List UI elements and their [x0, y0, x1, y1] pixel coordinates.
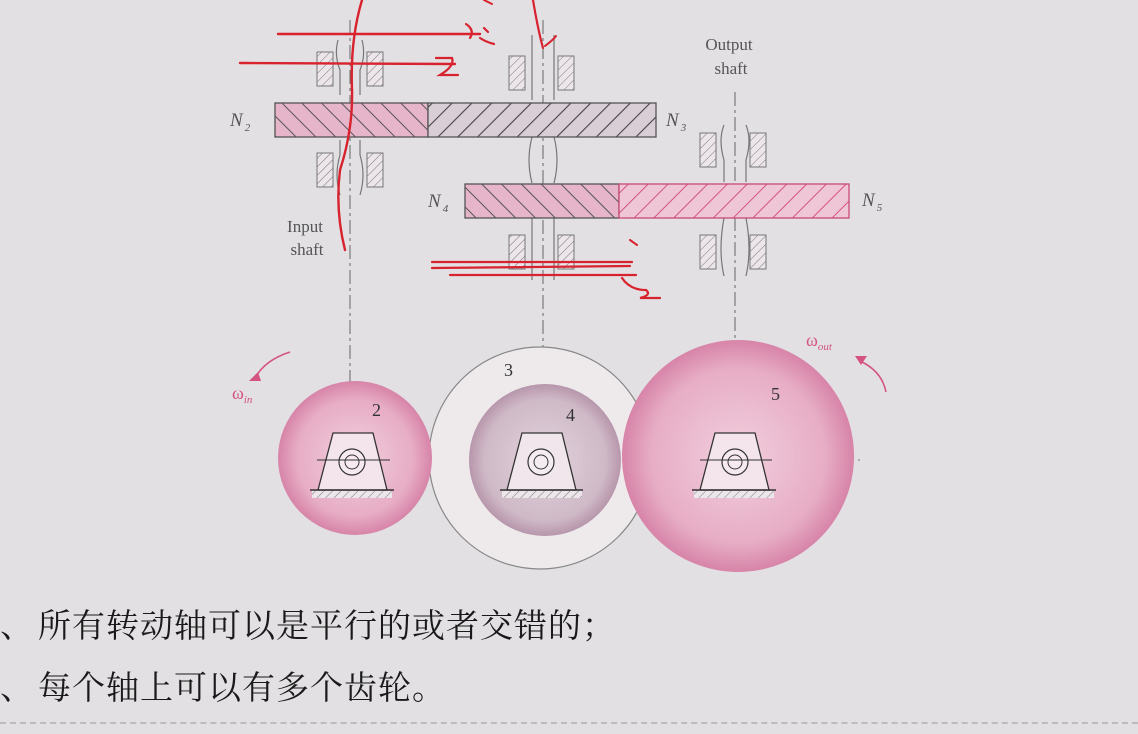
gear-number-4: 4	[566, 405, 575, 425]
label-n3: N $_3$	[666, 110, 687, 134]
omega-out-label: $\omega_{out}$	[806, 330, 832, 353]
gear-4-side	[465, 184, 619, 218]
omega-in-label: $\omega_{in}$	[232, 383, 253, 406]
gear-number-3: 3	[504, 360, 513, 380]
omega-in-arrow	[255, 352, 290, 378]
bullet-mark: 、	[0, 668, 34, 707]
bearing	[509, 56, 574, 269]
bullet-text: 所有转动轴可以是平行的或者交错的；	[38, 606, 616, 645]
label-n4: N $_4$	[428, 191, 449, 215]
gear-3-side	[428, 103, 656, 137]
bullet-text: 每个轴上可以有多个齿轮。	[38, 668, 446, 707]
input-shaft	[336, 20, 363, 390]
bullet-parallel-or-crossed-shafts	[0, 600, 616, 647]
label-n5: N $_5$	[862, 190, 883, 214]
output-shaft-label: Output	[705, 35, 753, 54]
input-shaft-label: Input	[287, 217, 323, 236]
dashed-divider	[0, 722, 1138, 724]
bullet-multiple-gears-per-shaft	[0, 662, 446, 709]
output-shaft-label: shaft	[714, 59, 748, 78]
input-shaft-label: shaft	[290, 240, 324, 259]
label-n2: N $_2$	[230, 110, 251, 134]
omega-out-arrow	[862, 362, 886, 392]
gear-5-side	[619, 184, 849, 218]
bullet-mark: 、	[0, 606, 34, 645]
gear-number-5: 5	[771, 384, 780, 404]
gear-number-2: 2	[372, 400, 381, 420]
